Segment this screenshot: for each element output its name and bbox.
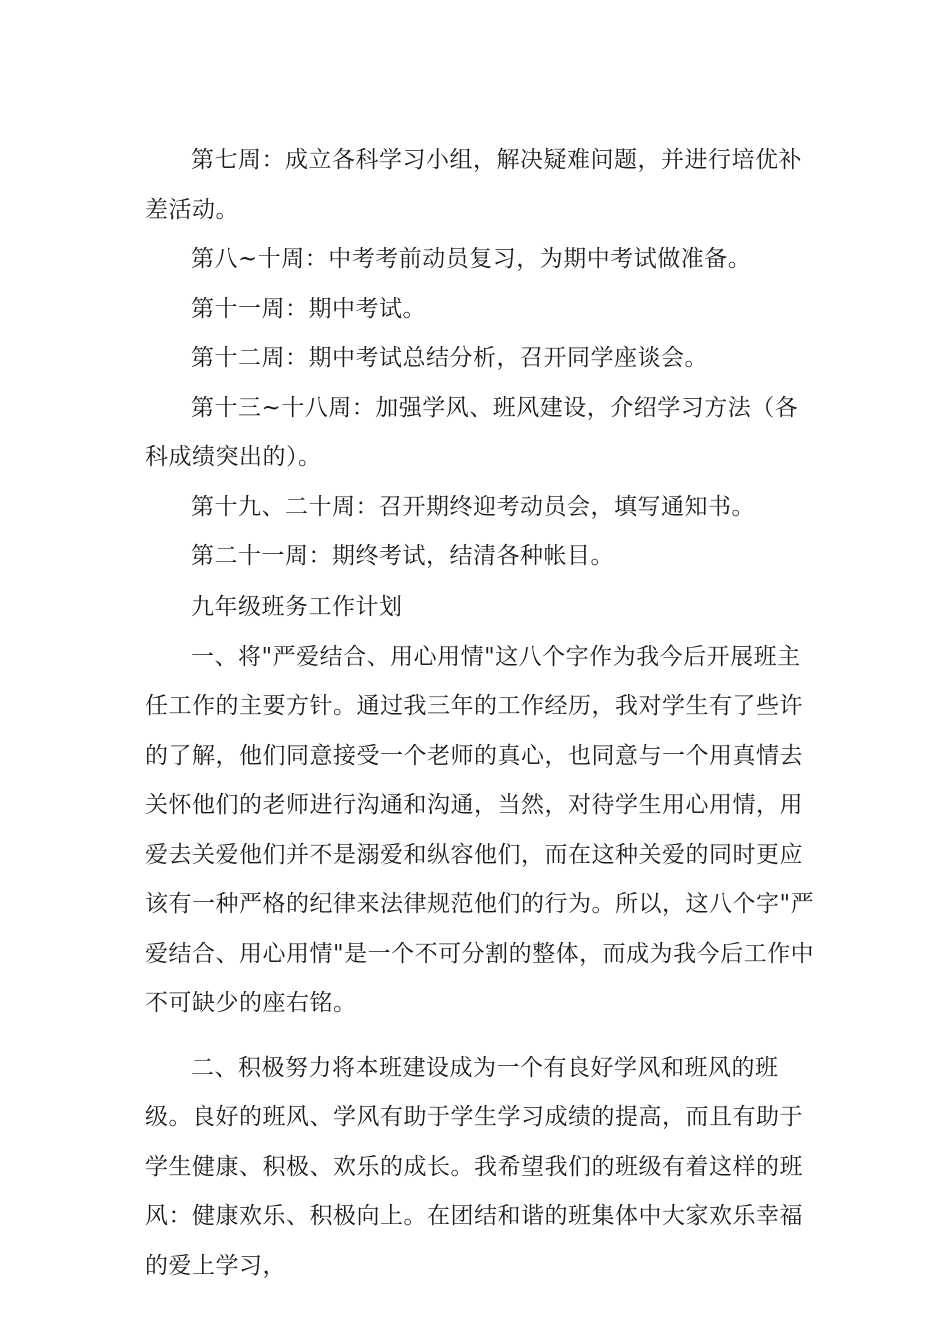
schedule-item-week-7: 第七周：成立各科学习小组，解决疑难问题，并进行培优补差活动。	[145, 147, 802, 223]
schedule-item-week-12: 第十二周：期中考试总结分析，召开同学座谈会。	[191, 345, 708, 371]
weekly-schedule	[145, 136, 815, 582]
plan-paragraph-2: 二、积极努力将本班建设成为一个有良好学风和班风的班级。良好的班风、学风有助于学生学习成绩的提高，而且有助于学生健康、积极、欢乐的成长。我希望我们的班级有着这样的班风：健康欢乐、积极向上。在团结和谐的班集体中大家欢乐幸福的爱上学习，	[145, 1054, 803, 1279]
schedule-item-week-21: 第二十一周：期终考试，结清各种帐目。	[191, 543, 614, 569]
schedule-item-week-13-18: 第十三~十八周：加强学风、班风建设，介绍学习方法（各科成绩突出的）。	[145, 394, 799, 470]
plan-paragraph-1: 一、将"严爱结合、用心用情"这八个字作为我今后开展班主任工作的主要方针。通过我三年的工作经历，我对学生有了些许的了解，他们同意接受一个老师的真心，也同意与一个用真情去关怀他们的老师进行沟通和沟通，当然，对待学生用心用情，用爱去关爱他们并不是溺爱和纵容他们，而在这种关爱的同时更应该有一种严格的纪律来法律规范他们的行为。所以，这八个字"严爱结合、用心用情"是一个不可分割的整体，而成为我今后工作中不可缺少的座右铭。	[145, 643, 815, 1016]
class-work-plan	[145, 583, 815, 1291]
schedule-item-week-19-20: 第十九、二十周：召开期终迎考动员会，填写通知书。	[191, 493, 755, 520]
plan-title: 九年级班务工作计划	[191, 594, 403, 620]
schedule-item-week-11: 第十一周：期中考试。	[191, 295, 426, 322]
schedule-item-week-8-10: 第八~十周：中考考前动员复习，为期中考试做准备。	[191, 246, 752, 272]
